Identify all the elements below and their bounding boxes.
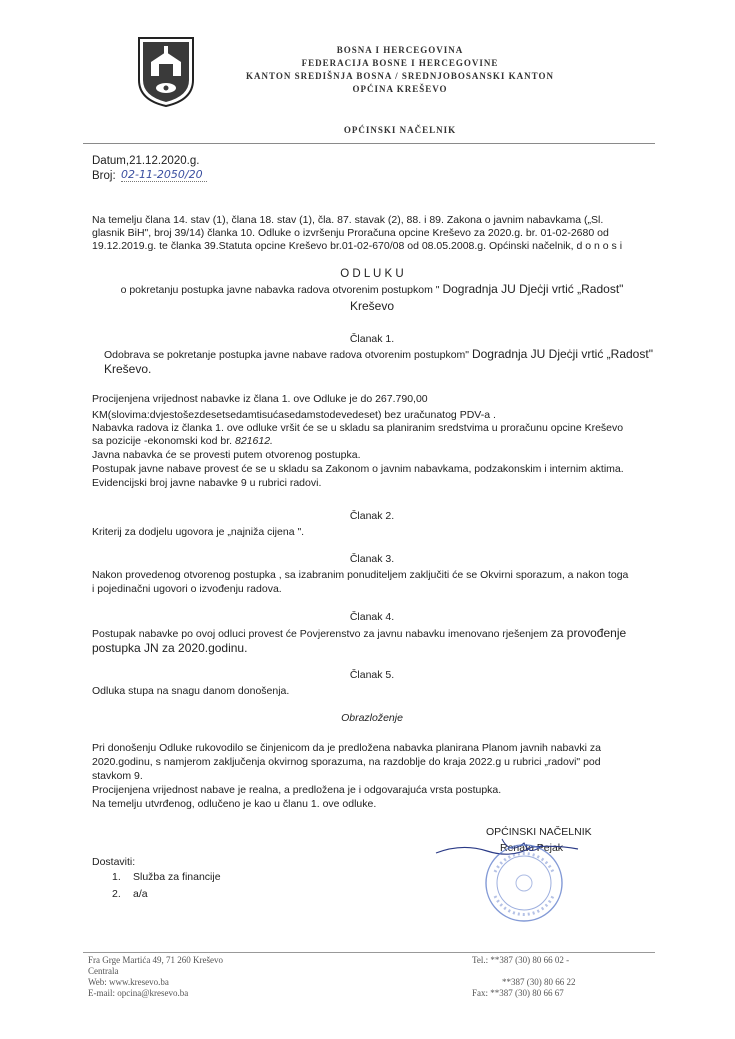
decision-subtitle	[92, 283, 652, 296]
article-5-text: Odluka stupa na snagu danom donošenja.	[92, 685, 290, 697]
header-country: BOSNA I HERCEGOVINA	[336, 45, 464, 55]
article-1-paragraph	[104, 348, 653, 361]
distribution-item-1-num: 1.	[112, 871, 121, 883]
preamble-line-3: 19.12.2019.g. te članka 39.Statuta opcine Kreševo br.01-02-670/08 od 08.05.2008.g. Općinski načelnik, d o n o s i	[92, 240, 623, 252]
justification-line-4: Procijenjena vrijednost nabave je realna, a predložena je i odgovarajuća vrsta postupka.	[92, 784, 502, 796]
header-divider	[83, 143, 655, 144]
footer-divider	[83, 952, 655, 953]
article-2-text: Kriterij za dodjelu ugovora je „najniža cijena ".	[92, 526, 305, 538]
distribution-label: Dostaviti:	[92, 856, 136, 868]
decision-title: O D L U K U	[340, 268, 404, 280]
article-2-heading: Članak 2.	[349, 510, 395, 522]
justification-line-1: Pri donošenju Odluke rukovodilo se činjenicom da je predložena nabavka planirana Planom javnih nabavki za	[92, 742, 601, 754]
footer-tel: Tel.: **387 (30) 80 66 02 -	[472, 955, 570, 965]
footer-email: E-mail: opcina@kresevo.ba	[88, 988, 189, 998]
preamble-line-2: glasnik BiH", broj 39/14) članka 10. Odluke o izvršenju Proračuna opcine Kreševo za 2020.g. br. 01-02-2680 od	[92, 227, 609, 239]
header-office: OPĆINSKI NAČELNIK	[343, 125, 457, 135]
decision-subtitle-a: o pokretanju postupka javne nabavka radova otvorenim postupkom "	[120, 284, 440, 296]
document-date: Datum,21.12.2020.g.	[92, 155, 200, 167]
article-1-heading: Članak 1.	[349, 333, 395, 345]
document-number-handwritten: 02-11-2050/20	[121, 168, 207, 182]
footer-tel-2: **387 (30) 80 66 22	[502, 977, 576, 987]
article-3-heading: Članak 3.	[349, 553, 395, 565]
footer-address: Fra Grge Martića 49, 71 260 Kreševo	[88, 955, 224, 965]
article-3-line-2: i pojedinačni ugovori o izvođenju radova.	[92, 583, 282, 595]
signature-name: Renato Pejak	[500, 842, 564, 854]
footer-fax: Fax: **387 (30) 80 66 67	[472, 988, 564, 998]
footer-centrala: Centrala	[88, 966, 119, 976]
official-stamp-icon	[483, 842, 565, 924]
decision-subtitle-place: Kreševo	[349, 299, 395, 313]
article-1-place: Kreševo.	[104, 362, 152, 376]
distribution-item-1-text: Služba za financije	[133, 871, 221, 883]
coat-of-arms-icon	[137, 36, 195, 108]
header-federation: FEDERACIJA BOSNE I HERCEGOVINE	[301, 58, 499, 68]
article-1-line-2: KM(slovima:dvjestošezdesetsedamtisućasedamstodevedeset) bez uračunatog PDV-a .	[92, 409, 496, 421]
article-3-line-1: Nakon provedenog otvorenog postupka , sa izabranim ponuditeljem zaključiti će se Okvirni sporazum, a nakon toga	[92, 569, 629, 581]
article-1-line-7: Evidencijski broj javne nabavke 9 u rubrici radovi.	[92, 477, 322, 489]
justification-line-2: 2020.godinu, s namjerom zaključenja okvirnog sporazuma, na razdoblje do kraja 2022.g u rubrici „radovi" pod	[92, 756, 601, 768]
article-1-text-b: Dogradnja JU Djeċji vrtić „Radost"	[471, 347, 653, 361]
article-4-line-1-a: Postupak nabavke po ovoj odluci provest će Povjerenstvo za javnu nabavku imenovano rješenjem	[92, 628, 548, 640]
article-4-line-2: postupka JN za 2020.godinu.	[92, 641, 248, 655]
article-4-heading: Članak 4.	[349, 611, 395, 623]
decision-subtitle-b: Dogradnja JU Djeċji vrtić „Radost"	[442, 282, 624, 296]
justification-line-5: Na temelju utvrđenog, odlučeno je kao u članu 1. ove odluke.	[92, 798, 377, 810]
article-4-line-1	[92, 627, 626, 640]
article-1-line-4-a: sa pozicije -ekonomski kod br.	[92, 435, 233, 447]
header-municipality: OPĆINA KREŠEVO	[352, 84, 448, 94]
justification-heading: Obrazloženje	[341, 712, 403, 724]
article-5-heading: Članak 5.	[349, 669, 395, 681]
header-canton: KANTON SREDIŠNJA BOSNA / SREDNJOBOSANSKI KANTON	[246, 71, 554, 81]
distribution-item-2-num: 2.	[112, 888, 121, 900]
footer-web: Web: www.kresevo.ba	[88, 977, 169, 987]
article-1-line-3: Nabavka radova iz članka 1. ove odluke vršit će se u skladu sa planiranim sredstvima u proračunu opcine Kreševo	[92, 422, 624, 434]
article-1-line-6: Postupak javne nabave provest će se u skladu sa Zakonom o javnim nabavkama, podzakonskim i internim aktima.	[92, 463, 624, 475]
article-1-line-5: Javna nabavka će se provesti putem otvorenog postupka.	[92, 449, 361, 461]
article-1-line-4	[92, 435, 273, 447]
article-1-line-1: Procijenjena vrijednost nabavke iz člana 1. ove Odluke je do 267.790,00	[92, 393, 428, 405]
signature-title: OPĆINSKI NAČELNIK	[486, 826, 592, 838]
distribution-item-2-text: a/a	[133, 888, 148, 900]
article-1-line-4-b: 821612.	[235, 435, 273, 447]
article-1-text-a: Odobrava se pokretanje postupka javne nabave radova otvorenim postupkom"	[104, 349, 470, 361]
article-4-line-1-b: za provođenje	[550, 626, 627, 640]
preamble-line-1: Na temelju člana 14. stav (1), člana 18. stav (1), čla. 87. stavak (2), 88. i 89. Zakona o javnim nabavkama („Sl.	[92, 214, 604, 226]
document-number-label: Broj:	[92, 170, 116, 182]
justification-line-3: stavkom 9.	[92, 770, 143, 782]
